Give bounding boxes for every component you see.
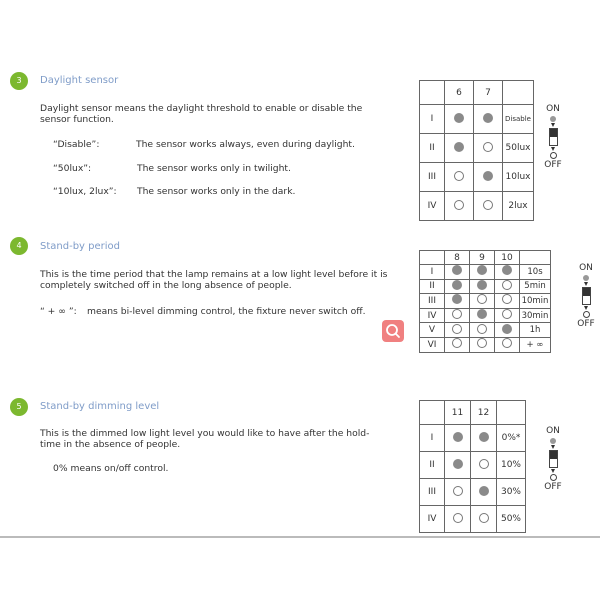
row-label: IV <box>420 192 445 221</box>
definition-value: The sensor works only in the dark. <box>137 186 296 197</box>
section-description: This is the dimmed low light level you would like to have after the hold-time in the absence of people. <box>40 428 370 450</box>
switch-state-cell <box>471 479 497 506</box>
table-row <box>420 105 534 134</box>
empty-circle-icon <box>479 459 489 469</box>
arrow-down-icon <box>551 123 555 127</box>
section-title: Stand-by period <box>40 241 120 252</box>
switch-state-cell <box>445 425 471 452</box>
section-number-badge: 5 <box>10 398 28 416</box>
row-label: I <box>420 265 445 280</box>
row-label: III <box>420 294 445 309</box>
dip-switch-legend <box>566 263 600 329</box>
setting-value: 10lux <box>503 163 534 192</box>
switch-state-cell <box>470 308 495 323</box>
dip-switch-table <box>419 80 534 221</box>
filled-circle-icon <box>479 486 489 496</box>
off-dot-icon <box>550 152 557 159</box>
switch-state-cell <box>474 163 503 192</box>
table-row <box>420 163 534 192</box>
switch-state-cell <box>470 294 495 309</box>
table-row <box>420 192 534 221</box>
switch-state-cell <box>471 452 497 479</box>
dip-switch-table <box>419 250 551 353</box>
filled-circle-icon <box>452 265 462 275</box>
switch-state-cell <box>445 479 471 506</box>
dip-switch-icon <box>582 287 591 305</box>
switch-number-header: 7 <box>474 81 503 105</box>
row-label: II <box>420 134 445 163</box>
row-label: I <box>420 425 445 452</box>
section-title: Stand-by dimming level <box>40 401 160 412</box>
setting-value: 1h <box>520 323 551 338</box>
off-dot-icon <box>550 474 557 481</box>
setting-value: Disable <box>503 105 534 134</box>
header-blank-cell <box>420 251 445 265</box>
row-label: II <box>420 452 445 479</box>
section-description: This is the time period that the lamp remains at a low light level before it is completely switched off in the long absence of people. <box>40 269 388 291</box>
empty-circle-icon <box>477 324 487 334</box>
definition-key: “Disable”: <box>53 139 100 150</box>
row-label: III <box>420 163 445 192</box>
setting-value: 50lux <box>503 134 534 163</box>
setting-value: 30min <box>520 308 551 323</box>
switch-state-cell <box>445 323 470 338</box>
table-header-row <box>420 251 551 265</box>
switch-state-cell <box>495 294 520 309</box>
dip-switch-legend <box>533 426 573 492</box>
row-label: II <box>420 279 445 294</box>
header-blank-cell <box>497 401 526 425</box>
definition-value: The sensor works always, even during daylight. <box>136 139 355 150</box>
filled-circle-icon <box>477 309 487 319</box>
definition-key: “10lux, 2lux”: <box>53 186 117 197</box>
setting-value: 10% <box>497 452 526 479</box>
switch-state-cell <box>445 105 474 134</box>
off-label: OFF <box>544 160 562 170</box>
header-blank-cell <box>420 401 445 425</box>
table-row <box>420 279 551 294</box>
arrow-down-icon <box>584 306 588 310</box>
switch-state-cell <box>495 323 520 338</box>
switch-state-cell <box>495 279 520 294</box>
switch-state-cell <box>445 134 474 163</box>
empty-circle-icon <box>502 338 512 348</box>
switch-state-cell <box>445 294 470 309</box>
search-button[interactable] <box>382 320 404 342</box>
table-row <box>420 506 526 533</box>
row-label: I <box>420 105 445 134</box>
arrow-down-icon <box>551 147 555 151</box>
dip-switch-legend <box>533 104 573 170</box>
on-dot-icon <box>550 116 556 122</box>
setting-value: 0%* <box>497 425 526 452</box>
setting-value: 50% <box>497 506 526 533</box>
setting-value: 10min <box>520 294 551 309</box>
switch-number-header: 10 <box>495 251 520 265</box>
header-blank-cell <box>420 81 445 105</box>
table-row <box>420 294 551 309</box>
header-blank-cell <box>520 251 551 265</box>
switch-state-cell <box>470 337 495 352</box>
switch-state-cell <box>445 337 470 352</box>
setting-value: 2lux <box>503 192 534 221</box>
setting-value: + ∞ <box>520 337 551 352</box>
arrow-down-icon <box>584 282 588 286</box>
switch-state-cell <box>445 452 471 479</box>
dip-switch-icon <box>549 450 558 468</box>
section-description: Daylight sensor means the daylight threshold to enable or disable the sensor function. <box>40 103 363 125</box>
switch-state-cell <box>445 265 470 280</box>
empty-circle-icon <box>452 309 462 319</box>
arrow-down-icon <box>551 469 555 473</box>
switch-state-cell <box>470 279 495 294</box>
empty-circle-icon <box>477 338 487 348</box>
empty-circle-icon <box>502 294 512 304</box>
definition-key: 0% means on/off control. <box>53 463 169 474</box>
table-row <box>420 337 551 352</box>
switch-state-cell <box>445 279 470 294</box>
switch-state-cell <box>474 105 503 134</box>
switch-state-cell <box>445 163 474 192</box>
table-row <box>420 265 551 280</box>
filled-circle-icon <box>479 432 489 442</box>
table-row <box>420 425 526 452</box>
definition-key: “ + ∞ ”: <box>40 306 77 317</box>
dip-switch-icon <box>549 128 558 146</box>
section-number-badge: 3 <box>10 72 28 90</box>
filled-circle-icon <box>454 142 464 152</box>
filled-circle-icon <box>502 324 512 334</box>
table-row <box>420 479 526 506</box>
empty-circle-icon <box>454 200 464 210</box>
row-label: IV <box>420 506 445 533</box>
arrow-down-icon <box>551 445 555 449</box>
header-blank-cell <box>503 81 534 105</box>
filled-circle-icon <box>477 280 487 290</box>
empty-circle-icon <box>479 513 489 523</box>
filled-circle-icon <box>452 280 462 290</box>
off-label: OFF <box>544 482 562 492</box>
filled-circle-icon <box>453 432 463 442</box>
dip-switch-table <box>419 400 526 533</box>
empty-circle-icon <box>453 513 463 523</box>
setting-value: 30% <box>497 479 526 506</box>
setting-value: 5min <box>520 279 551 294</box>
empty-circle-icon <box>453 486 463 496</box>
switch-state-cell <box>445 308 470 323</box>
switch-state-cell <box>495 337 520 352</box>
empty-circle-icon <box>483 200 493 210</box>
row-label: VI <box>420 337 445 352</box>
on-label: ON <box>546 104 560 114</box>
switch-state-cell <box>471 506 497 533</box>
filled-circle-icon <box>483 113 493 123</box>
empty-circle-icon <box>452 324 462 334</box>
switch-number-header: 6 <box>445 81 474 105</box>
table-row <box>420 323 551 338</box>
section-title: Daylight sensor <box>40 75 119 86</box>
definition-value: The sensor works only in twilight. <box>137 163 291 174</box>
switch-state-cell <box>470 323 495 338</box>
filled-circle-icon <box>483 171 493 181</box>
table-header-row <box>420 401 526 425</box>
switch-state-cell <box>445 506 471 533</box>
empty-circle-icon <box>502 309 512 319</box>
on-dot-icon <box>583 275 589 281</box>
search-icon <box>382 320 404 342</box>
table-row <box>420 308 551 323</box>
switch-number-header: 9 <box>470 251 495 265</box>
definition-value: means bi-level dimming control, the fixture never switch off. <box>87 306 366 317</box>
filled-circle-icon <box>477 265 487 275</box>
empty-circle-icon <box>483 142 493 152</box>
table-row <box>420 134 534 163</box>
setting-value: 10s <box>520 265 551 280</box>
switch-state-cell <box>495 308 520 323</box>
empty-circle-icon <box>502 280 512 290</box>
empty-circle-icon <box>477 294 487 304</box>
switch-state-cell <box>474 134 503 163</box>
switch-state-cell <box>474 192 503 221</box>
page-divider <box>0 536 600 538</box>
empty-circle-icon <box>454 171 464 181</box>
switch-state-cell <box>495 265 520 280</box>
off-dot-icon <box>583 311 590 318</box>
row-label: V <box>420 323 445 338</box>
row-label: III <box>420 479 445 506</box>
filled-circle-icon <box>454 113 464 123</box>
switch-number-header: 11 <box>445 401 471 425</box>
on-dot-icon <box>550 438 556 444</box>
switch-state-cell <box>445 192 474 221</box>
filled-circle-icon <box>502 265 512 275</box>
off-label: OFF <box>577 319 595 329</box>
on-label: ON <box>546 426 560 436</box>
empty-circle-icon <box>452 338 462 348</box>
switch-state-cell <box>471 425 497 452</box>
definition-key: “50lux”: <box>53 163 92 174</box>
switch-number-header: 12 <box>471 401 497 425</box>
on-label: ON <box>579 263 593 273</box>
table-header-row <box>420 81 534 105</box>
table-row <box>420 452 526 479</box>
switch-number-header: 8 <box>445 251 470 265</box>
switch-state-cell <box>470 265 495 280</box>
row-label: IV <box>420 308 445 323</box>
filled-circle-icon <box>452 294 462 304</box>
filled-circle-icon <box>453 459 463 469</box>
section-number-badge: 4 <box>10 237 28 255</box>
